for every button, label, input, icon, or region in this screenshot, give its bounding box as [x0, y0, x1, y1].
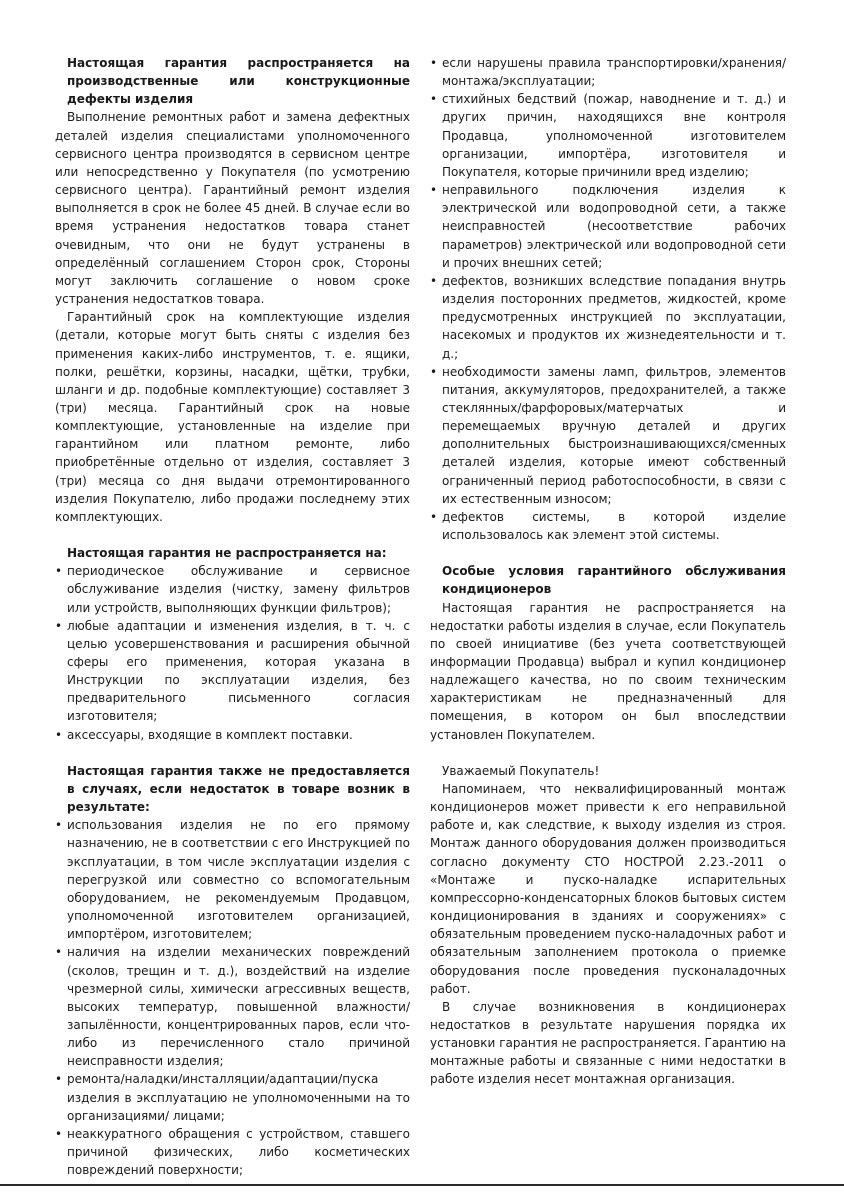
list-item: • стихийных бедствий (пожар, наводнение и т. д.) и других причин, находящихся вне контроля Продавца, уполномоченной изготовителем организации, импортёра, изготовителя и Покупателя, которые причинили вред изделию;: [430, 90, 786, 181]
exclusions-list: [55, 562, 410, 744]
left-column: [55, 54, 410, 1179]
list-item: • периодическое обслуживание и сервисное обслуживание изделия (чистку, замену фильтров или устройств, выполняющих функции фильтров);: [55, 562, 410, 616]
not-provided-list: [55, 816, 410, 1179]
section-heading-not-provided: Настоящая гарантия также не предоставляется в случаях, если недостаток в товаре возник в результате:: [67, 763, 410, 815]
salutation: Уважаемый Покупатель!: [442, 763, 600, 778]
list-item: • аксессуары, входящие в комплект поставки.: [55, 726, 410, 744]
not-provided-list-continued: [430, 54, 786, 544]
paragraph-installation-reminder: Напоминаем, что неквалифицированный монтаж кондиционеров может привести к его неправильной работе и, как следствие, к выходу изделия из строя. Монтаж данного оборудования должен производиться согласно документу СТО НОСТРОЙ 2.23.-2011 о «Монтаже и пуско-наладке испарительных компрессорно-конденсаторных блоков бытовых систем кондиционирования в зданиях и сооружениях» с обязательным проведением пуско-наладочных работ и обязательным заполнением протокола о приемке оборудования после проведения пусконаладочных работ.: [430, 781, 786, 996]
list-item: • необходимости замены ламп, фильтров, элементов питания, аккумуляторов, предохранителей, а также стеклянных/фарфоровых/матерчатых и перемещаемых вручную деталей и других дополнительных быстроизнашивающихся/сменных деталей изделия, которые имеют собственный ограниченный период работоспособности, в связи с их естественным износом;: [430, 363, 786, 508]
section-heading-exclusions: Настоящая гарантия не распространяется на:: [67, 546, 387, 561]
paragraph-ac-conditions: Настоящая гарантия не распространяется на недостатки работы изделия в случае, если Покупатель по своей инициативе (без учета соответствующей информации Продавца) выбрал и купил кондиционер надлежащего качества, но по своим техническим характеристикам не предназначенный для помещения, в котором он был впоследствии установлен Покупателем.: [430, 600, 786, 742]
spacer: [430, 544, 786, 562]
spacer: [430, 744, 786, 762]
spacer: [55, 526, 410, 544]
right-column: [430, 54, 786, 1089]
section-heading-defects: Настоящая гарантия распространяется на производственные или конструкционные дефекты изделия: [67, 56, 410, 107]
list-item: • дефектов, возникших вследствие попадания внутрь изделия посторонних предметов, жидкостей, кроме предусмотренных инструкцией по эксплуатации, насекомых и продуктов их жизнедеятельности и т. д.;: [430, 272, 786, 363]
paragraph-installation-liability: В случае возникновения в кондиционерах недостатков в результате нарушения порядка их установки гарантия не распространяется. Гарантию на монтажные работы и связанные с ними недостатки в работе изделия несет монтажная организация.: [430, 999, 786, 1087]
list-item: • если нарушены правила транспортировки/хранения/монтажа/эксплуатации;: [430, 54, 786, 90]
list-item: • неаккуратного обращения с устройством, ставшего причиной физических, либо косметических повреждений поверхности;: [55, 1125, 410, 1179]
paragraph-repair-terms: Выполнение ремонтных работ и замена дефектных деталей изделия специалистами уполномоченного сервисного центра производятся в сервисном центре или непосредственно у Покупателя (по усмотрению сервисного центра). Гарантийный ремонт изделия выполняется в срок не более 45 дней. В случае если во время устранения недостатков товара станет очевидным, что они не будут устранены в определённый соглашением Сторон срок, Стороны могут заключить соглашение о новом сроке устранения недостатков товара.: [55, 110, 410, 307]
section-heading-air-conditioners: Особые условия гарантийного обслуживания кондиционеров: [442, 564, 786, 597]
list-item: • наличия на изделии механических повреждений (сколов, трещин и т. д.), воздействий на изделие чрезмерной силы, химически агрессивных веществ, высоких температур, повышенной влажности/запылённости, концентрированных паров, если что-либо из перечисленного стало причиной неисправности изделия;: [55, 943, 410, 1070]
list-item: • дефектов системы, в которой изделие использовалось как элемент этой системы.: [430, 508, 786, 544]
page-bottom-rule: [0, 1184, 844, 1186]
spacer: [55, 744, 410, 762]
list-item: • неправильного подключения изделия к электрической или водопроводной сети, а также неисправностей (несоответствие рабочих параметров) электрической или водопроводной сети и прочих внешних сетей;: [430, 181, 786, 272]
paragraph-components-warranty: Гарантийный срок на комплектующие изделия (детали, которые могут быть сняты с изделия без применения каких-либо инструментов, т. е. ящики, полки, решётки, корзины, насадки, щётки, трубки, шланги и др. подобные комплектующие) составляет 3 (три) месяца. Гарантийный срок на новые комплектующие, установленные на изделие при гарантийном или платном ремонте, либо приобретённые отдельно от изделия, составляет 3 (три) месяца со дня выдачи отремонтированного изделия Покупателю, либо продажи последнему этих комплектующих.: [55, 310, 410, 524]
list-item: • любые адаптации и изменения изделия, в т. ч. с целью усовершенствования и расширения обычной сферы его применения, которая указана в Инструкции по эксплуатации изделия, без предварительного письменного согласия изготовителя;: [55, 617, 410, 726]
list-item: • ремонта/наладки/инсталляции/адаптации/пуска изделия в эксплуатацию не уполномоченными на то организациями/ лицами;: [55, 1070, 410, 1124]
list-item: • использования изделия не по его прямому назначению, не в соответствии с его Инструкцией по эксплуатации, в том числе эксплуатации изделия с перегрузкой или совместно со вспомогательным оборудованием, не рекомендуемым Продавцом, уполномоченной изготовителем организацией, импортёром, изготовителем;: [55, 816, 410, 943]
